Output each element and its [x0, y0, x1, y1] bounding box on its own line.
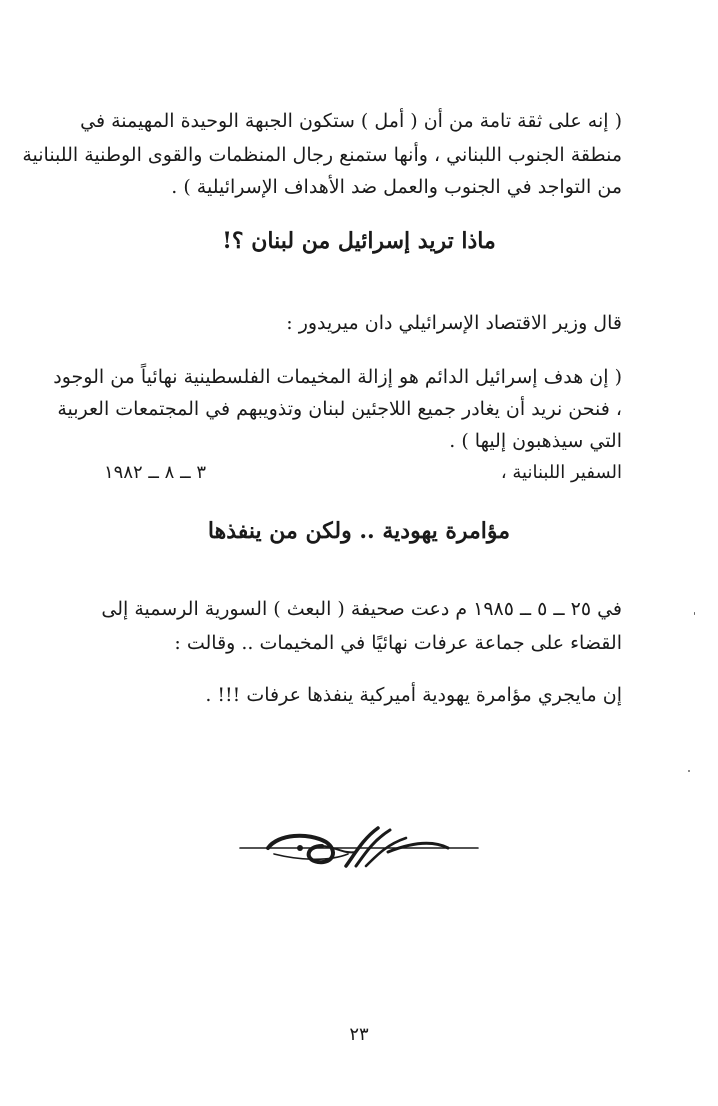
paragraph-conclusion: إن مايجري مؤامرة يهودية أميركية ينفذها عرفات !!! . [205, 684, 622, 706]
paragraph-line: منطقة الجنوب اللبناني ، وأنها ستمنع رجال المنظمات والقوى الوطنية اللبنانية [22, 144, 622, 166]
print-speck [694, 612, 695, 615]
quote-line: التي سيذهبون إليها ) . [449, 430, 622, 452]
source-citation [104, 462, 622, 483]
paragraph-intro: قال وزير الاقتصاد الإسرائيلي دان ميريدور : [286, 312, 622, 334]
print-speck [688, 770, 690, 772]
page-number: ٢٣ [349, 1024, 369, 1045]
paragraph-line: في ٢٥ ــ ٥ ــ ١٩٨٥ م دعت صحيفة ( البعث ) السورية الرسمية إلى [101, 598, 622, 620]
source-name: السفير اللبنانية ، [500, 462, 622, 483]
paragraph-line: القضاء على جماعة عرفات نهائيًا في المخيمات .. وقالت : [174, 632, 622, 654]
section-heading: ماذا تريد إسرائيل من لبنان ؟! [222, 228, 496, 254]
paragraph-line: ( إنه على ثقة تامة من أن ( أمل ) ستكون الجبهة الوحيدة المهيمنة في [80, 110, 622, 132]
quote-line: ، فنحن نريد أن يغادر جميع اللاجئين لبنان وتذويبهم في المجتمعات العربية [57, 398, 622, 420]
quote-line: ( إن هدف إسرائيل الدائم هو إزالة المخيمات الفلسطينية نهائياً من الوجود [53, 366, 622, 388]
paragraph-line: من التواجد في الجنوب والعمل ضد الأهداف الإسرائيلية ) . [171, 176, 622, 198]
section-heading: مؤامرة يهودية .. ولكن من ينفذها [207, 518, 511, 544]
decorative-flourish-icon [238, 812, 482, 882]
source-date: ٣ ــ ٨ ــ ١٩٨٢ [104, 462, 207, 483]
